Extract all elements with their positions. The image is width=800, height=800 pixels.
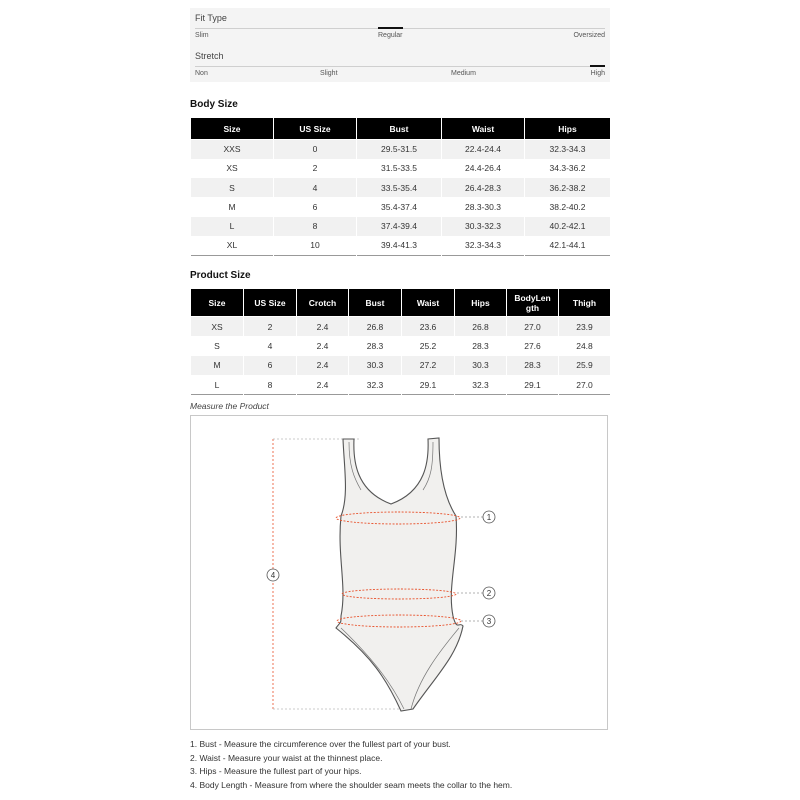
body-size-cell: XL bbox=[191, 236, 274, 255]
product-size-cell: M bbox=[191, 356, 244, 376]
body-size-header-cell: US Size bbox=[274, 118, 357, 140]
stretch-label-high: High bbox=[590, 70, 605, 77]
product-size-cell: 27.0 bbox=[559, 375, 611, 395]
body-size-cell: 36.2-38.2 bbox=[525, 178, 611, 197]
product-size-cell: 2 bbox=[244, 317, 297, 337]
body-size-cell: 6 bbox=[274, 197, 357, 216]
body-size-cell: 24.4-26.4 bbox=[442, 159, 525, 178]
marker-2 bbox=[483, 587, 495, 599]
body-size-table bbox=[190, 117, 611, 256]
product-size-table bbox=[190, 288, 611, 395]
body-size-cell: 37.4-39.4 bbox=[357, 217, 442, 236]
body-size-row bbox=[191, 217, 611, 236]
fit-type-label-oversized: Oversized bbox=[573, 32, 605, 39]
body-size-header-row bbox=[191, 118, 611, 140]
product-size-cell: 29.1 bbox=[402, 375, 455, 395]
product-size-cell: 28.3 bbox=[349, 336, 402, 356]
product-size-row bbox=[191, 356, 611, 376]
body-size-cell: XS bbox=[191, 159, 274, 178]
body-size-cell: M bbox=[191, 197, 274, 216]
product-size-cell: 4 bbox=[244, 336, 297, 356]
product-size-cell: 2.4 bbox=[297, 375, 349, 395]
body-size-row bbox=[191, 197, 611, 216]
product-size-cell: 2.4 bbox=[297, 336, 349, 356]
swimsuit-illustration bbox=[191, 416, 607, 729]
fit-type-marker bbox=[378, 27, 403, 29]
stretch-marker bbox=[590, 65, 605, 67]
body-size-cell: 28.3-30.3 bbox=[442, 197, 525, 216]
fit-type-label-slim: Slim bbox=[195, 32, 209, 39]
product-size-cell: 28.3 bbox=[455, 336, 507, 356]
product-size-header-cell: Thigh bbox=[559, 289, 611, 317]
stretch-label-slight: Slight bbox=[320, 70, 338, 77]
body-size-cell: 8 bbox=[274, 217, 357, 236]
body-size-header-cell: Size bbox=[191, 118, 274, 140]
product-size-header-cell: BodyLen gth bbox=[507, 289, 559, 317]
marker-4-label: 4 bbox=[270, 571, 276, 580]
product-size-cell: 24.8 bbox=[559, 336, 611, 356]
fit-type-title: Fit Type bbox=[195, 13, 227, 23]
marker-3 bbox=[483, 615, 495, 627]
body-size-cell: 33.5-35.4 bbox=[357, 178, 442, 197]
product-size-cell: 28.3 bbox=[507, 356, 559, 376]
body-size-cell: XXS bbox=[191, 140, 274, 159]
note-hips: 3. Hips - Measure the fullest part of your hips. bbox=[190, 766, 362, 776]
note-waist: 2. Waist - Measure your waist at the thinnest place. bbox=[190, 752, 383, 763]
stretch-label-non: Non bbox=[195, 70, 208, 77]
body-size-cell: L bbox=[191, 217, 274, 236]
body-size-cell: 32.3-34.3 bbox=[525, 140, 611, 159]
body-size-row bbox=[191, 140, 611, 159]
product-size-cell: S bbox=[191, 336, 244, 356]
body-size-cell: 39.4-41.3 bbox=[357, 236, 442, 255]
product-size-header-cell: Size bbox=[191, 289, 244, 317]
product-size-cell: 29.1 bbox=[507, 375, 559, 395]
product-size-cell: 32.3 bbox=[455, 375, 507, 395]
product-size-header-cell: Crotch bbox=[297, 289, 349, 317]
product-size-title: Product Size bbox=[190, 270, 251, 281]
body-size-cell: 22.4-24.4 bbox=[442, 140, 525, 159]
body-size-cell: 26.4-28.3 bbox=[442, 178, 525, 197]
body-size-cell: 29.5-31.5 bbox=[357, 140, 442, 159]
note-bust: 1. Bust - Measure the circumference over the fullest part of your bust. bbox=[190, 739, 451, 749]
body-size-cell: S bbox=[191, 178, 274, 197]
product-size-cell: 27.2 bbox=[402, 356, 455, 376]
product-size-cell: 2.4 bbox=[297, 317, 349, 337]
body-size-cell: 0 bbox=[274, 140, 357, 159]
note-body-length: 4. Body Length - Measure from where the shoulder seam meets the collar to the hem. bbox=[190, 779, 513, 790]
product-size-cell: 8 bbox=[244, 375, 297, 395]
product-size-cell: 30.3 bbox=[455, 356, 507, 376]
marker-1 bbox=[483, 511, 495, 523]
body-size-header-cell: Hips bbox=[525, 118, 611, 140]
marker-1-label: 1 bbox=[486, 513, 492, 522]
product-size-cell: 26.8 bbox=[349, 317, 402, 337]
body-size-cell: 10 bbox=[274, 236, 357, 255]
body-size-cell: 34.3-36.2 bbox=[525, 159, 611, 178]
product-size-header-cell: Hips bbox=[455, 289, 507, 317]
body-size-row bbox=[191, 178, 611, 197]
product-size-cell: 6 bbox=[244, 356, 297, 376]
product-size-cell: 32.3 bbox=[349, 375, 402, 395]
body-size-cell: 4 bbox=[274, 178, 357, 197]
body-size-header-cell: Bust bbox=[357, 118, 442, 140]
product-size-cell: L bbox=[191, 375, 244, 395]
stretch-label-medium: Medium bbox=[451, 70, 476, 77]
product-size-cell: 26.8 bbox=[455, 317, 507, 337]
body-size-header-cell: Waist bbox=[442, 118, 525, 140]
stretch-title: Stretch bbox=[195, 51, 224, 61]
diagram-caption: Measure the Product bbox=[190, 401, 269, 411]
fit-stretch-panel bbox=[190, 8, 610, 82]
measurement-diagram bbox=[190, 415, 608, 730]
marker-4 bbox=[267, 569, 279, 581]
product-size-row bbox=[191, 375, 611, 395]
fit-type-label-regular: Regular bbox=[378, 32, 403, 39]
body-size-row bbox=[191, 159, 611, 178]
body-size-cell: 35.4-37.4 bbox=[357, 197, 442, 216]
body-size-cell: 31.5-33.5 bbox=[357, 159, 442, 178]
body-size-cell: 38.2-40.2 bbox=[525, 197, 611, 216]
product-size-cell: XS bbox=[191, 317, 244, 337]
product-size-cell: 30.3 bbox=[349, 356, 402, 376]
body-size-cell: 40.2-42.1 bbox=[525, 217, 611, 236]
measurement-notes bbox=[190, 738, 512, 792]
product-size-row bbox=[191, 336, 611, 356]
body-size-cell: 32.3-34.3 bbox=[442, 236, 525, 255]
product-size-cell: 2.4 bbox=[297, 356, 349, 376]
body-size-cell: 2 bbox=[274, 159, 357, 178]
product-size-header-cell: Waist bbox=[402, 289, 455, 317]
product-size-cell: 27.6 bbox=[507, 336, 559, 356]
product-size-header-row bbox=[191, 289, 611, 317]
body-size-cell: 42.1-44.1 bbox=[525, 236, 611, 255]
stretch-scale bbox=[195, 66, 605, 67]
product-size-cell: 23.6 bbox=[402, 317, 455, 337]
product-size-cell: 25.9 bbox=[559, 356, 611, 376]
marker-2-label: 2 bbox=[486, 589, 492, 598]
body-size-cell: 30.3-32.3 bbox=[442, 217, 525, 236]
product-size-cell: 23.9 bbox=[559, 317, 611, 337]
product-size-header-cell: Bust bbox=[349, 289, 402, 317]
body-size-title: Body Size bbox=[190, 99, 238, 110]
product-size-header-cell: US Size bbox=[244, 289, 297, 317]
product-size-cell: 27.0 bbox=[507, 317, 559, 337]
marker-3-label: 3 bbox=[486, 617, 492, 626]
product-size-row bbox=[191, 317, 611, 337]
product-size-cell: 25.2 bbox=[402, 336, 455, 356]
body-size-row bbox=[191, 236, 611, 255]
